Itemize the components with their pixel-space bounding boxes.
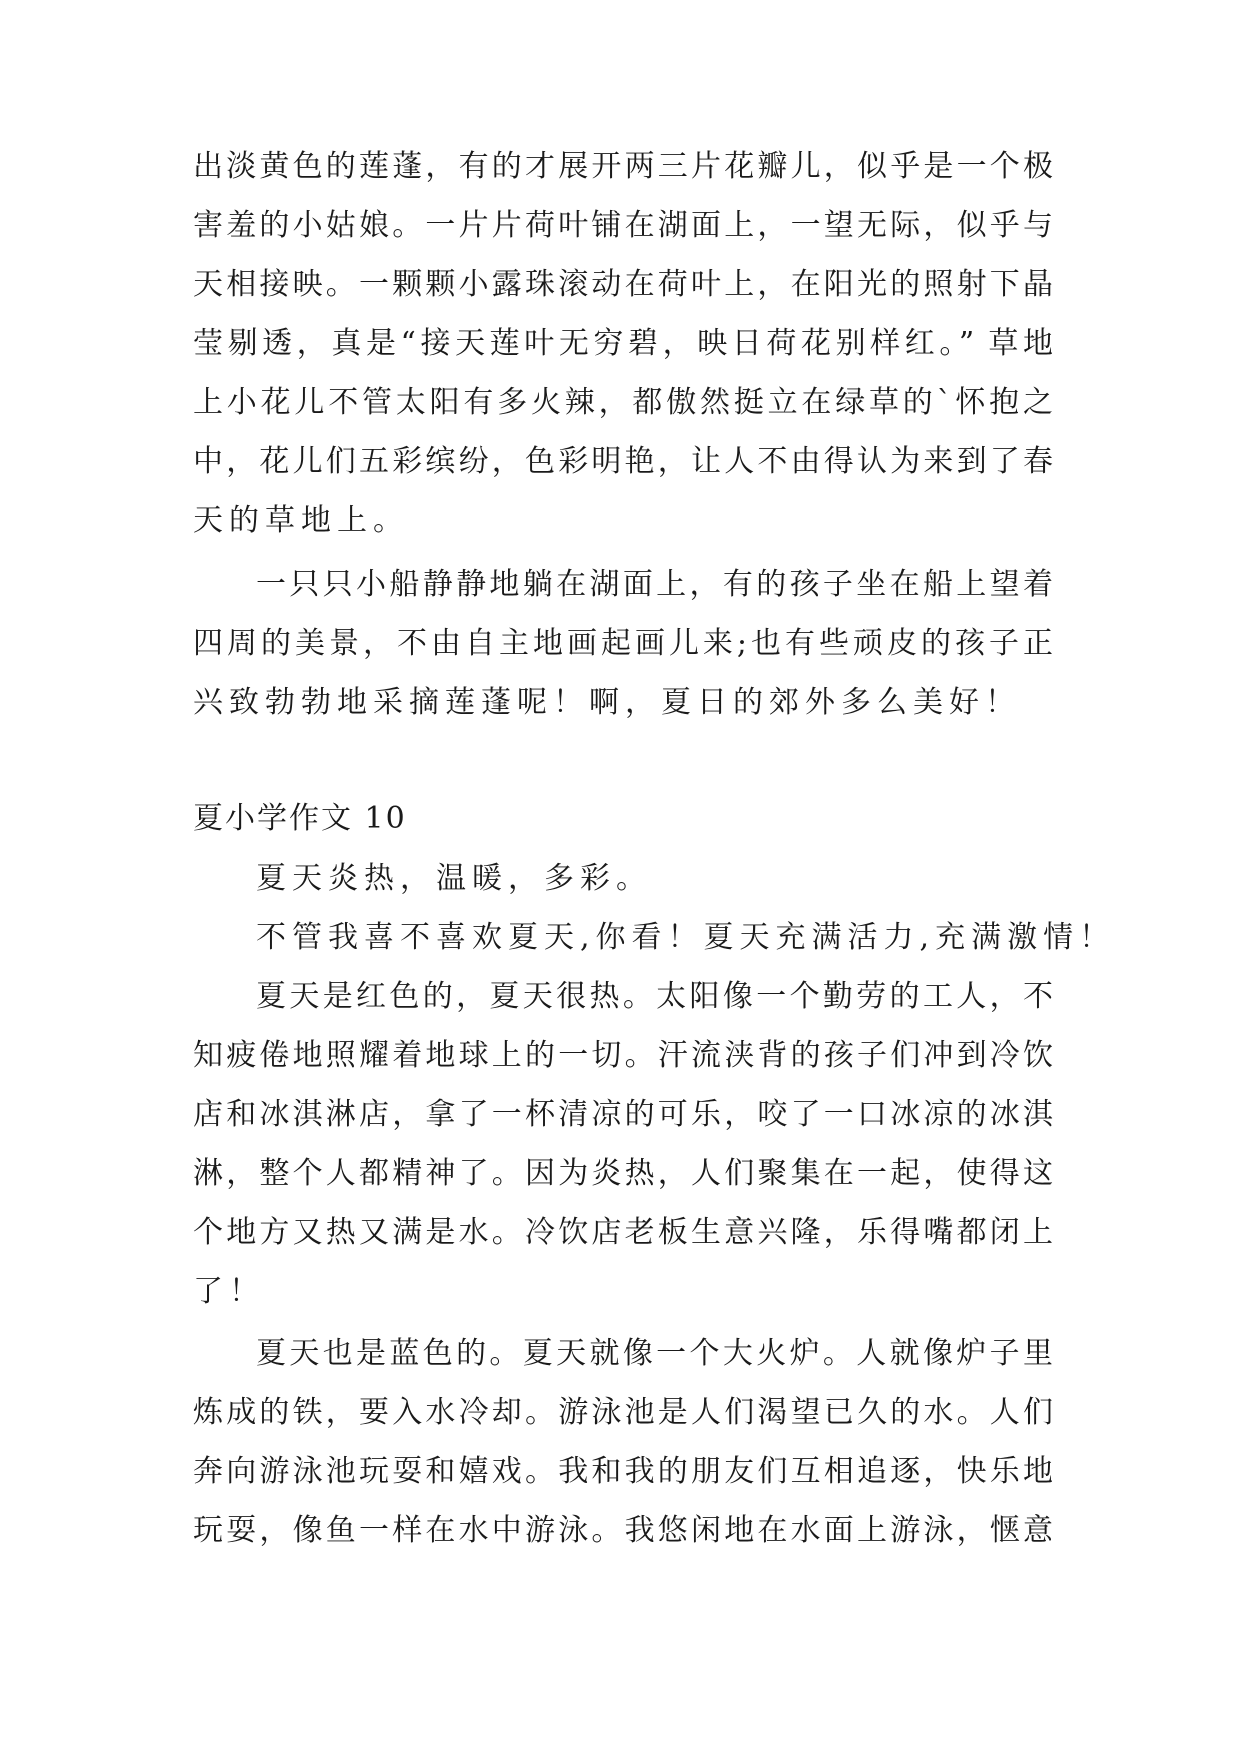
paragraph-1-line-1: 出淡黄色的莲蓬，有的才展开两三片花瓣儿，似乎是一个极 [193, 149, 1053, 184]
paragraph-6-line-3: 奔向游泳池玩耍和嬉戏。我和我的朋友们互相追逐，快乐地 [193, 1454, 1053, 1489]
paragraph-5-line-4: 淋，整个人都精神了。因为炎热，人们聚集在一起，使得这 [193, 1156, 1053, 1191]
paragraph-5-line-3: 店和冰淇淋店，拿了一杯清凉的可乐，咬了一口冰凉的冰淇 [193, 1097, 1053, 1132]
paragraph-6-line-2: 炼成的铁，要入水冷却。游泳池是人们渴望已久的水。人们 [193, 1395, 1053, 1430]
paragraph-5-line-2: 知疲倦地照耀着地球上的一切。汗流浃背的孩子们冲到冷饮 [193, 1038, 1053, 1073]
paragraph-3-line-1: 夏天炎热，温暖，多彩。 [256, 861, 652, 896]
paragraph-5-line-6: 了！ [193, 1274, 265, 1309]
paragraph-6-line-4: 玩耍，像鱼一样在水中游泳。我悠闲地在水面上游泳，惬意 [193, 1513, 1053, 1548]
paragraph-1-line-2: 害羞的小姑娘。一片片荷叶铺在湖面上，一望无际，似乎与 [193, 208, 1053, 243]
paragraph-1-line-7: 天的草地上。 [193, 503, 409, 538]
paragraph-5-line-5: 个地方又热又满是水。冷饮店老板生意兴隆，乐得嘴都闭上 [193, 1215, 1053, 1250]
paragraph-1-line-4: 莹剔透，真是“接天莲叶无穷碧，映日荷花别样红。” 草地 [193, 326, 1053, 361]
paragraph-1-line-5: 上小花儿不管太阳有多火辣，都傲然挺立在绿草的`怀抱之 [193, 385, 1053, 420]
paragraph-4-line-1: 不管我喜不喜欢夏天,你看！夏天充满活力,充满激情！ [256, 920, 1116, 955]
paragraph-1-line-3: 天相接映。一颗颗小露珠滚动在荷叶上，在阳光的照射下晶 [193, 267, 1053, 302]
paragraph-2-line-1: 一只只小船静静地躺在湖面上，有的孩子坐在船上望着 [256, 567, 1053, 602]
paragraph-2-line-2: 四周的美景，不由自主地画起画儿来;也有些顽皮的孩子正 [193, 626, 1053, 661]
paragraph-1-line-6: 中，花儿们五彩缤纷，色彩明艳，让人不由得认为来到了春 [193, 444, 1053, 479]
paragraph-6-line-1: 夏天也是蓝色的。夏天就像一个大火炉。人就像炉子里 [256, 1336, 1053, 1371]
section-title: 夏小学作文 10 [193, 801, 407, 836]
paragraph-5-line-1: 夏天是红色的，夏天很热。太阳像一个勤劳的工人，不 [256, 979, 1053, 1014]
paragraph-2-line-3: 兴致勃勃地采摘莲蓬呢！啊，夏日的郊外多么美好！ [193, 685, 1021, 720]
